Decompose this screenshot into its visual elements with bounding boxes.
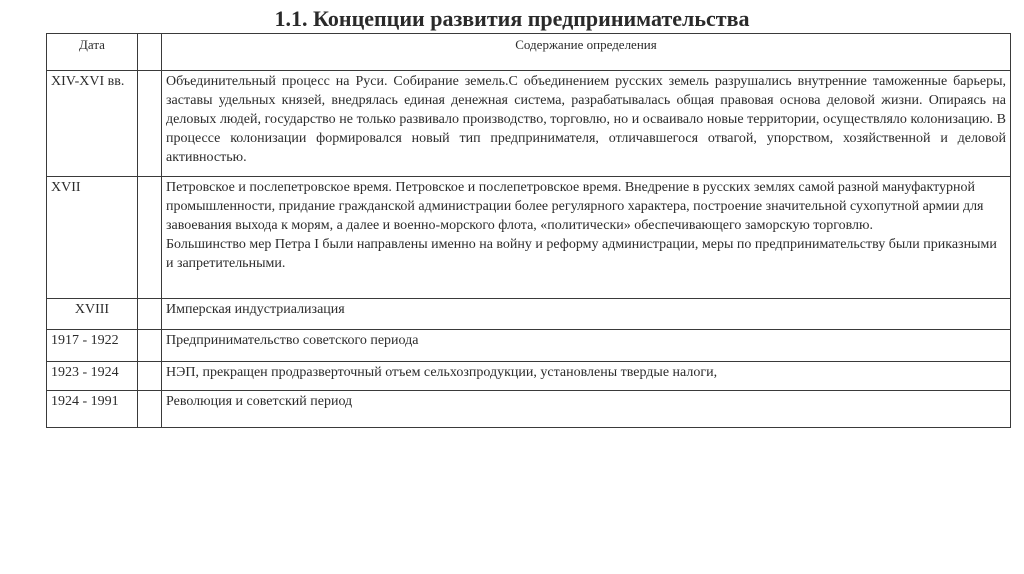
row-date: XVII [47,177,138,299]
table-row [47,177,1011,299]
row-content: Революция и советский период [162,391,1011,428]
row-content-paragraph-2: Большинство мер Петра I были направлены именно на войну и реформу администрации, меры по предпринимательству были приказными и запретительными. [166,237,997,271]
row-spacer-cell [138,362,162,391]
row-spacer-cell [138,177,162,299]
row-date: XIV-XVI вв. [47,71,138,177]
table-row [47,362,1011,391]
table-row [47,71,1011,177]
header-content: Содержание определения [162,34,1011,71]
row-content [162,177,1011,299]
header-spacer-cell [138,34,162,71]
page-title: 1.1. Концепции развития предпринимательства [274,6,750,31]
row-content: Объединительный процесс на Руси. Собирание земель.С объединением русских земель разрушались внутренние таможенные барьеры, заставы удельных князей, внедрялась единая денежная система, разрабатывалась общая правовая основа деловой жизни. Опираясь на деловых людей, государство не только развивало производство, торговлю, но и осваивало новые территории, осуществляло колонизацию. В процессе колонизации формировался новый тип предпринимателя, отличавшегося отвагой, упорством, хозяйственной и деловой активностью. [162,71,1011,177]
row-content-paragraph-1: Петровское и послепетровское время. Петровское и послепетровское время. Внедрение в русских землях самой разной мануфактурной промышленности, придание гражданской администрации более регулярного характера, построение значительной сухопутной армии для завоевания выхода к морям, а далее и военно-морского флота, «политически» обеспечивающего заморскую торговлю. [166,180,984,233]
table-row [47,299,1011,330]
row-date: 1924 - 1991 [47,391,138,428]
concepts-table [46,33,1011,428]
row-content: Имперская индустриализация [162,299,1011,330]
row-spacer-cell [138,391,162,428]
row-date: XVIII [47,299,138,330]
table-row [47,391,1011,428]
table-header-row [47,34,1011,71]
row-spacer-cell [138,71,162,177]
row-spacer-cell [138,299,162,330]
row-spacer-cell [138,330,162,362]
row-content: Предпринимательство советского периода [162,330,1011,362]
row-date: 1923 - 1924 [47,362,138,391]
row-date: 1917 - 1922 [47,330,138,362]
table-row [47,330,1011,362]
header-date: Дата [47,34,138,71]
row-content: НЭП, прекращен продразверточный отъем сельхозпродукции, установлены твердые налоги, [162,362,1011,391]
